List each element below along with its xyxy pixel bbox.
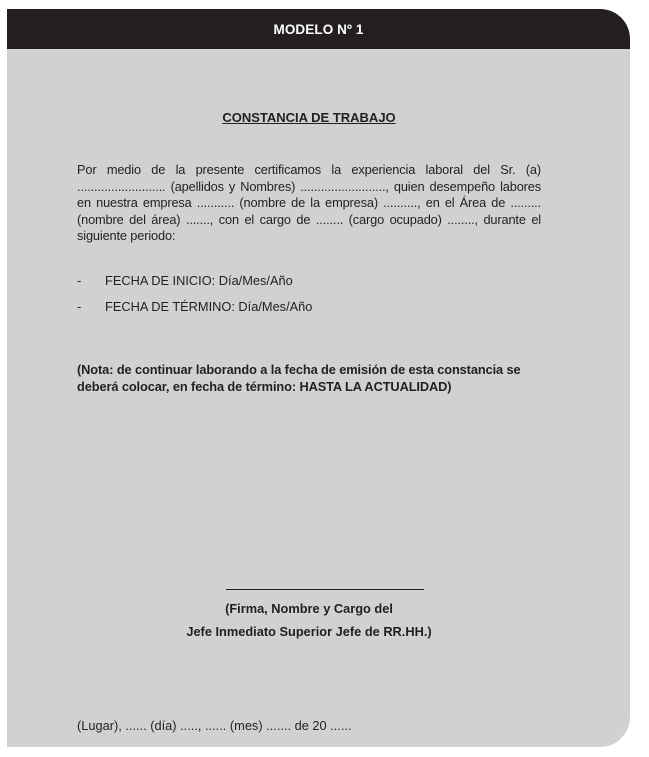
document-title: CONSTANCIA DE TRABAJO bbox=[222, 110, 396, 125]
list-bullet: - bbox=[77, 299, 82, 314]
note-text: (Nota: de continuar laborando a la fecha de emisión de esta constancia se deberá colocar, en fecha de término: HASTA LA ACTUALIDAD) bbox=[77, 362, 521, 394]
signature-line bbox=[226, 589, 424, 590]
period-item-end bbox=[77, 298, 541, 324]
place-date-line: (Lugar), ...... (día) ....., ...... (mes) ....... de 20 ...... bbox=[77, 718, 352, 733]
model-label: MODELO Nº 1 bbox=[273, 21, 364, 37]
document-card bbox=[7, 9, 630, 747]
signature-caption bbox=[77, 597, 541, 643]
list-bullet: - bbox=[77, 273, 82, 288]
certification-paragraph: Por medio de la presente certificamos la experiencia laboral del Sr. (a) .......................... (apellidos y Nombres) ........................., quien desempeño labores en nuestra empresa ........... (nombre de la empresa) .........., en el Área de ......... (nombre del área) ......., con el cargo de ........ (cargo ocupado) ........, durante el siguiente periodo: bbox=[77, 162, 541, 244]
signature-caption-line2: Jefe Inmediato Superior Jefe de RR.HH.) bbox=[186, 624, 432, 639]
start-date-label: FECHA DE INICIO: Día/Mes/Año bbox=[105, 273, 293, 288]
period-list bbox=[77, 272, 541, 324]
signature-caption-line1: (Firma, Nombre y Cargo del bbox=[225, 601, 393, 616]
model-header bbox=[7, 9, 630, 49]
end-date-label: FECHA DE TÉRMINO: Día/Mes/Año bbox=[105, 299, 313, 314]
period-item-start bbox=[77, 272, 541, 298]
